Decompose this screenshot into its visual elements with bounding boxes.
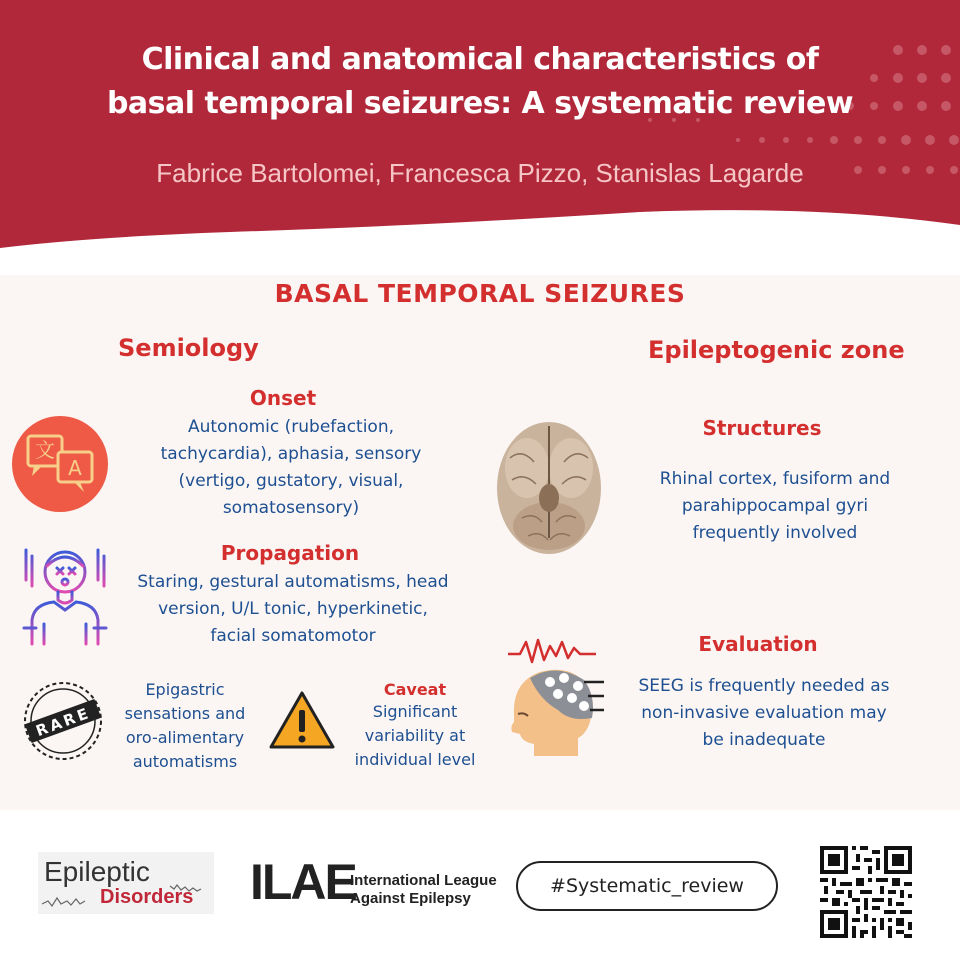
journal-name-line2: Disorders (100, 886, 194, 908)
onset-line: Autonomic (rubefaction, (187, 417, 395, 437)
header-banner (0, 0, 960, 260)
ilae-mark: ILAE (250, 854, 356, 910)
warning-icon (268, 690, 336, 750)
onset-line: tachycardia), aphasia, sensory (160, 444, 422, 464)
hashtag-pill: #Systematic_review (516, 861, 778, 911)
ilae-name (350, 872, 497, 908)
structures-line: Rhinal cortex, fusiform and (659, 469, 891, 489)
rare-stamp-icon (22, 680, 104, 762)
onset-text (118, 414, 464, 522)
caveat-line: individual level (354, 750, 476, 769)
structures-text (620, 466, 930, 547)
rare-line: sensations and (124, 704, 246, 723)
rare-badge: RARE (33, 703, 94, 741)
ilae-line: International League (350, 872, 497, 889)
translate-icon (10, 414, 110, 514)
structures-heading: Structures (702, 416, 822, 440)
evaluation-text (612, 673, 916, 754)
onset-heading: Onset (249, 386, 317, 410)
structures-line: parahippocampal gyri (681, 496, 869, 516)
caveat-text (340, 700, 490, 772)
evaluation-line: non-invasive evaluation may (641, 703, 887, 723)
dazed-person-icon (20, 540, 110, 648)
evaluation-line: SEEG is frequently needed as (638, 676, 890, 696)
rare-line: oro-alimentary (125, 728, 245, 747)
caveat-heading: Caveat (383, 680, 447, 699)
onset-line: (vertigo, gustatory, visual, (178, 471, 404, 491)
title-line-1: Clinical and anatomical characteristics of (141, 42, 819, 77)
propagation-line: version, U/L tonic, hyperkinetic, (158, 599, 428, 619)
structures-line: frequently involved (692, 523, 858, 543)
rare-text (110, 678, 260, 774)
evaluation-line: be inadequate (702, 730, 826, 750)
svg-text:A: A (68, 456, 82, 480)
brain-icon (494, 418, 604, 558)
semiology-heading: Semiology (118, 334, 259, 362)
propagation-line: Staring, gestural automatisms, head (137, 572, 449, 592)
propagation-line: facial somatomotor (210, 626, 376, 646)
title-line-2: basal temporal seizures: A systematic review (106, 86, 854, 121)
epileptogenic-zone-heading: Epileptogenic zone (648, 336, 905, 364)
journal-name-line1: Epileptic (44, 856, 150, 887)
caveat-line: variability at (364, 726, 466, 745)
propagation-heading: Propagation (220, 541, 360, 565)
evaluation-heading: Evaluation (698, 632, 818, 656)
ilae-logo (250, 854, 500, 914)
section-title: BASAL TEMPORAL SEIZURES (274, 279, 686, 308)
page-title (0, 38, 960, 126)
caveat-line: Significant (372, 702, 458, 721)
epileptic-disorders-logo (38, 852, 214, 914)
ilae-line: Against Epilepsy (350, 890, 471, 907)
authors: Fabrice Bartolomei, Francesca Pizzo, Stanislas Lagarde (156, 158, 804, 188)
rare-line: automatisms (132, 752, 238, 771)
propagation-text (112, 569, 474, 650)
onset-line: somatosensory) (222, 498, 360, 518)
svg-text:文: 文 (35, 438, 55, 462)
eeg-head-icon (500, 636, 606, 760)
qr-code[interactable] (820, 846, 912, 938)
rare-line: Epigastric (145, 680, 225, 699)
